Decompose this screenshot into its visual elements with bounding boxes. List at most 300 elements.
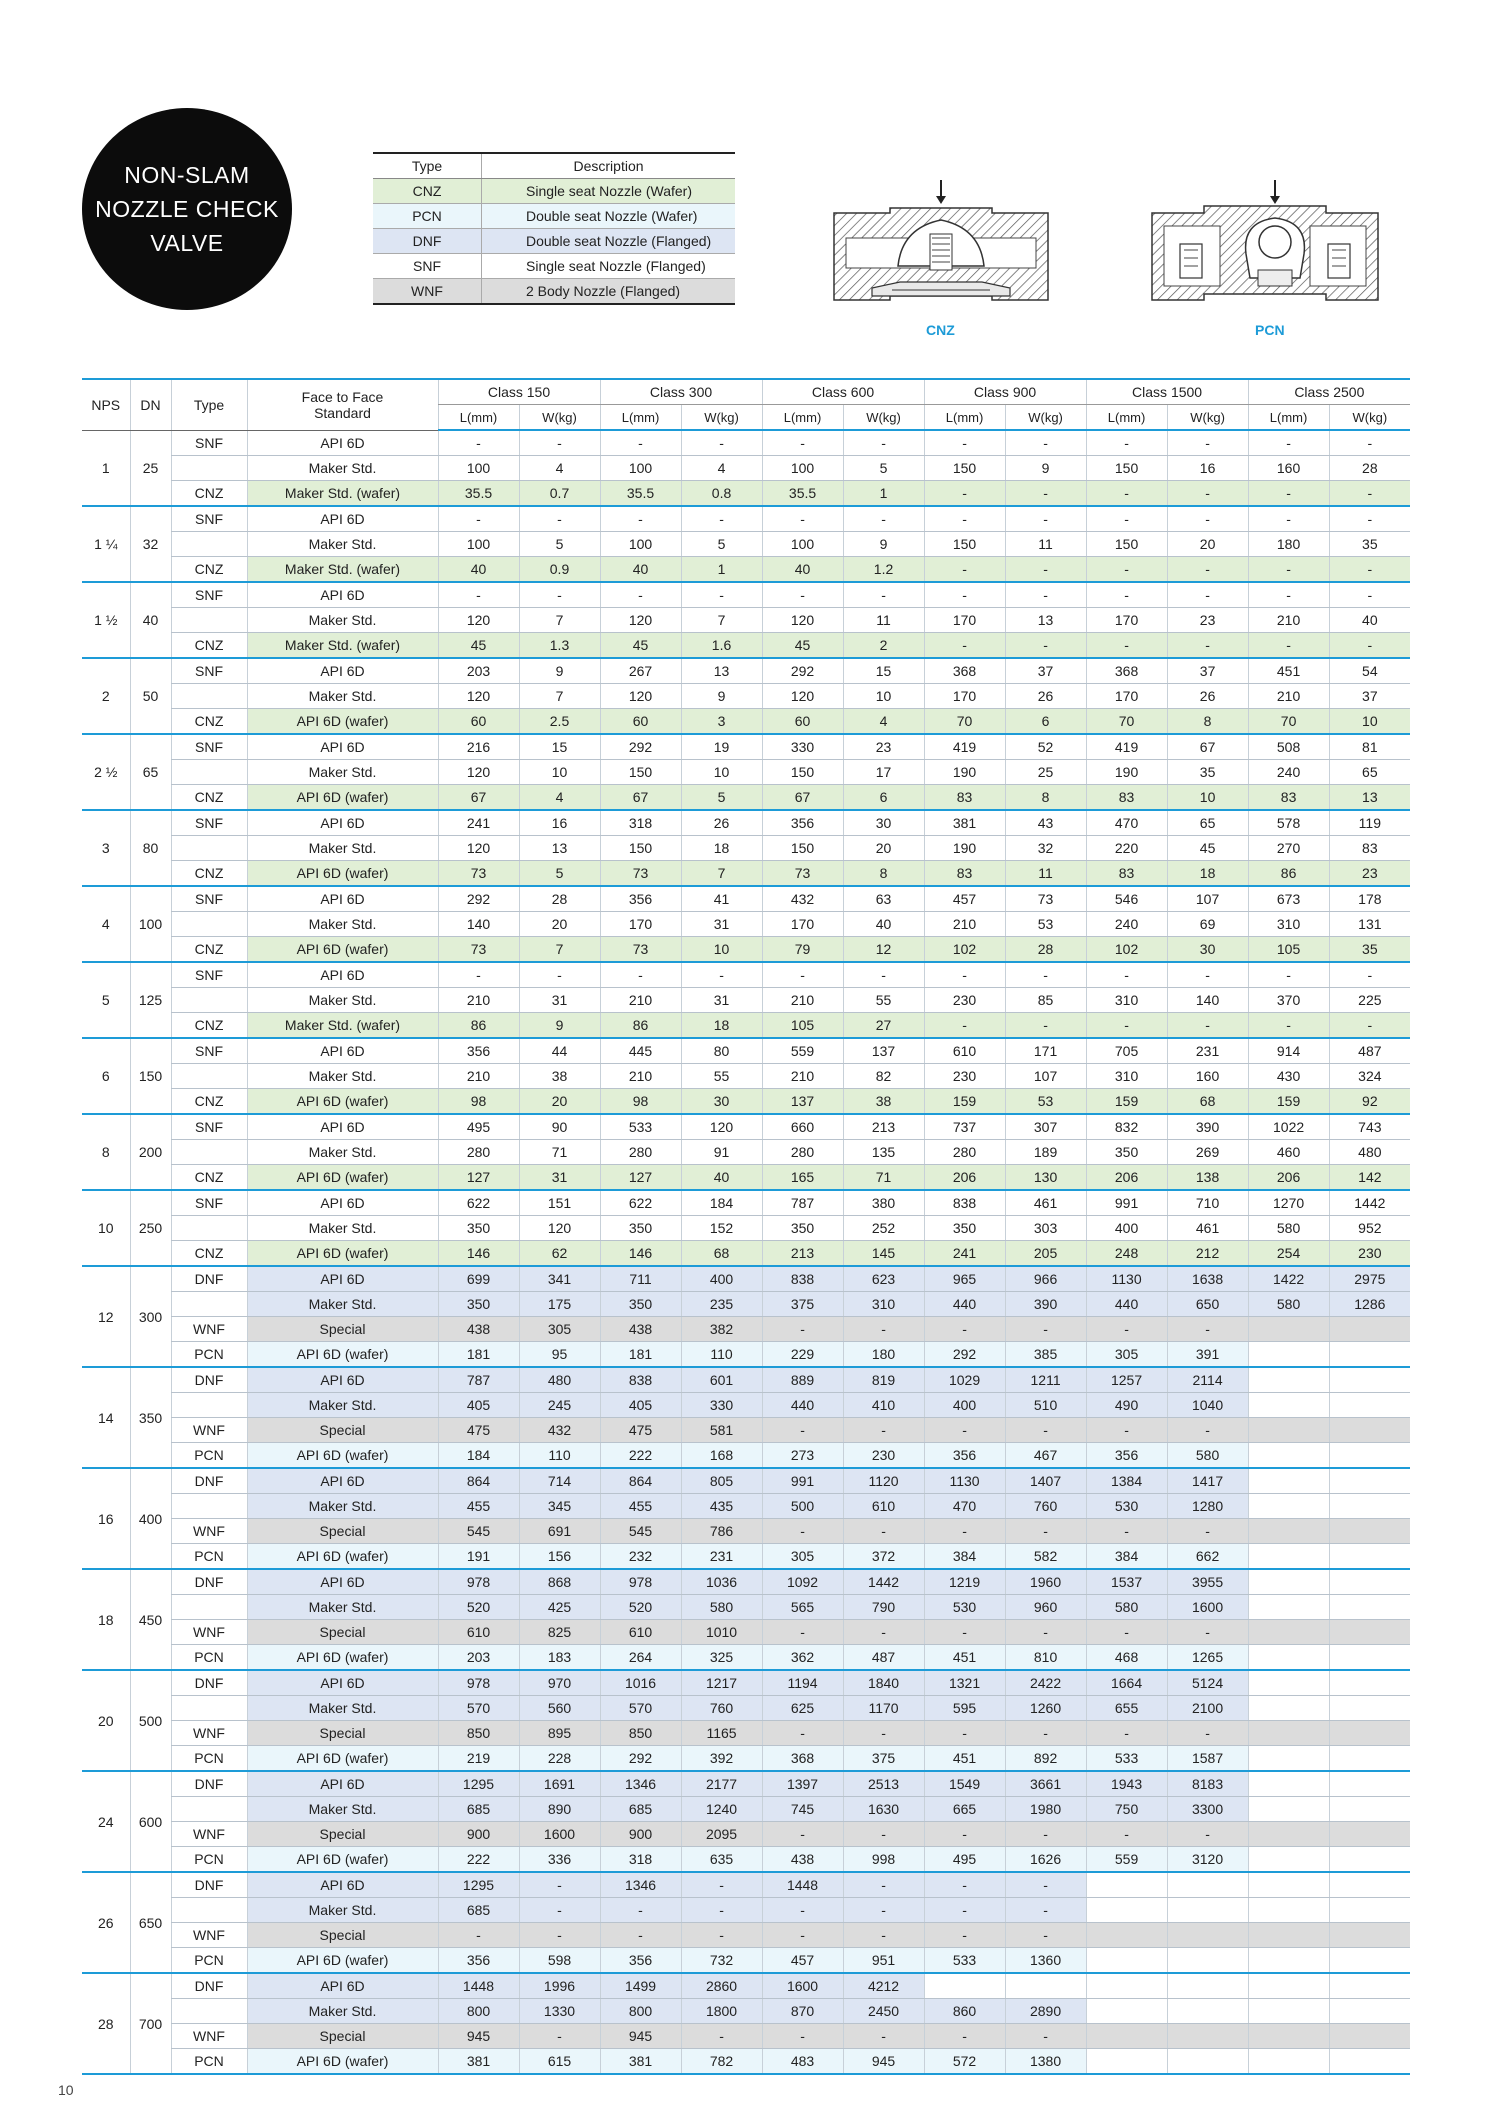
length-cell: 86 <box>600 1013 681 1039</box>
type-cell: PCN <box>171 1645 247 1671</box>
nps-cell: 2 ½ <box>82 734 130 810</box>
weight-cell: 6 <box>1005 709 1086 735</box>
length-cell: 838 <box>924 1190 1005 1216</box>
header-weight-kg: W(kg) <box>1167 405 1248 431</box>
weight-cell: 156 <box>519 1544 600 1570</box>
length-cell: 86 <box>1248 861 1329 887</box>
weight-cell: 786 <box>681 1519 762 1544</box>
length-cell: 350 <box>924 1216 1005 1241</box>
length-cell: 100 <box>600 532 681 557</box>
length-cell: - <box>1248 557 1329 583</box>
weight-cell <box>1329 1494 1410 1519</box>
length-cell: 170 <box>1086 608 1167 633</box>
length-cell: 292 <box>924 1342 1005 1368</box>
length-cell: 673 <box>1248 886 1329 912</box>
weight-cell: - <box>1167 582 1248 608</box>
length-cell: 120 <box>438 836 519 861</box>
length-cell: 787 <box>438 1367 519 1393</box>
type-cell: SNF <box>171 1190 247 1216</box>
weight-cell <box>1329 1797 1410 1822</box>
length-cell: 475 <box>438 1418 519 1443</box>
length-cell: 159 <box>1248 1089 1329 1115</box>
weight-cell: 819 <box>843 1367 924 1393</box>
weight-cell: 970 <box>519 1670 600 1696</box>
length-cell: 451 <box>1248 658 1329 684</box>
length-cell: - <box>762 430 843 456</box>
table-row <box>82 506 1410 532</box>
length-cell: 222 <box>600 1443 681 1469</box>
weight-cell: 230 <box>843 1443 924 1469</box>
weight-cell: 2890 <box>1005 1999 1086 2024</box>
nps-cell: 12 <box>82 1266 130 1367</box>
length-cell: 170 <box>924 608 1005 633</box>
table-row <box>82 633 1410 659</box>
length-cell: 305 <box>762 1544 843 1570</box>
header-f2f-line-1: Face to Face <box>301 388 384 405</box>
weight-cell: 487 <box>1329 1038 1410 1064</box>
weight-cell: - <box>843 1872 924 1898</box>
weight-cell: 28 <box>1005 937 1086 963</box>
weight-cell: 1960 <box>1005 1569 1086 1595</box>
weight-cell: 110 <box>681 1342 762 1368</box>
weight-cell: 662 <box>1167 1544 1248 1570</box>
weight-cell: 55 <box>681 1064 762 1089</box>
weight-cell: 650 <box>1167 1292 1248 1317</box>
length-cell: 595 <box>924 1696 1005 1721</box>
legend-header-type: Type <box>373 153 482 179</box>
weight-cell: 336 <box>519 1847 600 1873</box>
weight-cell: 805 <box>681 1468 762 1494</box>
weight-cell: 1330 <box>519 1999 600 2024</box>
length-cell: 191 <box>438 1544 519 1570</box>
table-row <box>82 658 1410 684</box>
standard-cell: Maker Std. <box>247 1292 438 1317</box>
table-row <box>82 1443 1410 1469</box>
length-cell: 838 <box>600 1367 681 1393</box>
dn-cell: 80 <box>130 810 171 886</box>
table-row <box>82 1064 1410 1089</box>
weight-cell: - <box>681 962 762 988</box>
weight-cell: 307 <box>1005 1114 1086 1140</box>
nps-cell: 20 <box>82 1670 130 1771</box>
standard-cell: Special <box>247 1620 438 1645</box>
weight-cell <box>1167 1973 1248 1999</box>
standard-cell: API 6D (wafer) <box>247 1165 438 1191</box>
length-cell: - <box>924 1822 1005 1847</box>
legend-description: Double seat Nozzle (Wafer) <box>482 204 736 229</box>
weight-cell: - <box>1167 506 1248 532</box>
weight-cell: 31 <box>681 988 762 1013</box>
table-row <box>82 1797 1410 1822</box>
length-cell: 1029 <box>924 1367 1005 1393</box>
weight-cell: 1600 <box>519 1822 600 1847</box>
weight-cell <box>1329 2024 1410 2049</box>
standard-cell: Maker Std. (wafer) <box>247 557 438 583</box>
length-cell: 356 <box>762 810 843 836</box>
length-cell: 210 <box>1248 684 1329 709</box>
length-cell: 210 <box>924 912 1005 937</box>
length-cell: 870 <box>762 1999 843 2024</box>
weight-cell: 82 <box>843 1064 924 1089</box>
length-cell: 978 <box>438 1670 519 1696</box>
standard-cell: API 6D <box>247 430 438 456</box>
weight-cell: 345 <box>519 1494 600 1519</box>
type-cell <box>171 456 247 481</box>
type-cell: PCN <box>171 1544 247 1570</box>
length-cell: 438 <box>438 1317 519 1342</box>
table-row <box>82 1696 1410 1721</box>
weight-cell: 998 <box>843 1847 924 1873</box>
length-cell: 150 <box>1086 456 1167 481</box>
weight-cell: 461 <box>1167 1216 1248 1241</box>
weight-cell <box>1329 1443 1410 1469</box>
length-cell: 160 <box>1248 456 1329 481</box>
standard-cell: Special <box>247 1317 438 1342</box>
weight-cell: 231 <box>681 1544 762 1570</box>
weight-cell: - <box>843 506 924 532</box>
standard-cell: Maker Std. <box>247 1898 438 1923</box>
length-cell: 310 <box>1086 1064 1167 1089</box>
length-cell: 711 <box>600 1266 681 1292</box>
table-row <box>82 1847 1410 1873</box>
weight-cell: 7 <box>519 608 600 633</box>
standard-cell: Special <box>247 1519 438 1544</box>
weight-cell: - <box>1005 1872 1086 1898</box>
weight-cell: - <box>1329 506 1410 532</box>
table-row <box>82 836 1410 861</box>
type-cell <box>171 608 247 633</box>
weight-cell: 4212 <box>843 1973 924 1999</box>
type-cell <box>171 836 247 861</box>
type-cell: SNF <box>171 430 247 456</box>
length-cell: - <box>1086 1620 1167 1645</box>
weight-cell: - <box>1005 1923 1086 1948</box>
weight-cell: - <box>1167 430 1248 456</box>
length-cell <box>1086 1948 1167 1974</box>
table-row <box>82 557 1410 583</box>
weight-cell: 228 <box>519 1746 600 1772</box>
length-cell: 67 <box>600 785 681 811</box>
weight-cell: 467 <box>1005 1443 1086 1469</box>
length-cell: 120 <box>600 608 681 633</box>
length-cell: 232 <box>600 1544 681 1570</box>
standard-cell: API 6D <box>247 1670 438 1696</box>
length-cell: 900 <box>600 1822 681 1847</box>
table-row <box>82 1342 1410 1368</box>
type-cell: SNF <box>171 1038 247 1064</box>
weight-cell: 3955 <box>1167 1569 1248 1595</box>
length-cell <box>1248 1645 1329 1671</box>
weight-cell: 68 <box>681 1241 762 1267</box>
table-row <box>82 1746 1410 1772</box>
length-cell: 310 <box>1248 912 1329 937</box>
table-row <box>82 456 1410 481</box>
weight-cell: 8 <box>843 861 924 887</box>
cnz-valve-diagram-icon <box>832 178 1050 308</box>
weight-cell: - <box>1005 582 1086 608</box>
length-cell: 292 <box>600 1746 681 1772</box>
header-length-mm: L(mm) <box>1086 405 1167 431</box>
length-cell: 430 <box>1248 1064 1329 1089</box>
length-cell: 146 <box>438 1241 519 1267</box>
weight-cell: 2095 <box>681 1822 762 1847</box>
standard-cell: API 6D <box>247 1114 438 1140</box>
length-cell: 213 <box>762 1241 843 1267</box>
type-cell: CNZ <box>171 937 247 963</box>
length-cell: 120 <box>762 608 843 633</box>
weight-cell: 425 <box>519 1595 600 1620</box>
length-cell <box>1248 1721 1329 1746</box>
weight-cell: 868 <box>519 1569 600 1595</box>
weight-cell: 9 <box>843 532 924 557</box>
table-row <box>82 608 1410 633</box>
type-cell: WNF <box>171 1418 247 1443</box>
length-cell: 170 <box>1086 684 1167 709</box>
length-cell: 1194 <box>762 1670 843 1696</box>
dn-cell: 125 <box>130 962 171 1038</box>
length-cell: 1270 <box>1248 1190 1329 1216</box>
weight-cell: 81 <box>1329 734 1410 760</box>
weight-cell: 1265 <box>1167 1645 1248 1671</box>
length-cell: 206 <box>1248 1165 1329 1191</box>
length-cell: 120 <box>600 684 681 709</box>
length-cell: 79 <box>762 937 843 963</box>
weight-cell: 580 <box>1167 1443 1248 1469</box>
weight-cell: 1165 <box>681 1721 762 1746</box>
type-cell: DNF <box>171 1468 247 1494</box>
weight-cell: 0.8 <box>681 481 762 507</box>
length-cell: - <box>762 1418 843 1443</box>
weight-cell: 2975 <box>1329 1266 1410 1292</box>
standard-cell: API 6D <box>247 1367 438 1393</box>
length-cell: 370 <box>1248 988 1329 1013</box>
weight-cell: 390 <box>1005 1292 1086 1317</box>
weight-cell: 15 <box>843 658 924 684</box>
weight-cell: 945 <box>843 2049 924 2075</box>
weight-cell: 9 <box>1005 456 1086 481</box>
length-cell: 545 <box>600 1519 681 1544</box>
type-cell: PCN <box>171 1443 247 1469</box>
length-cell <box>924 1973 1005 1999</box>
weight-cell: - <box>843 1317 924 1342</box>
table-row <box>82 1923 1410 1948</box>
weight-cell: 55 <box>843 988 924 1013</box>
type-cell: DNF <box>171 1973 247 1999</box>
weight-cell: - <box>843 1721 924 1746</box>
length-cell: 318 <box>600 1847 681 1873</box>
length-cell: 705 <box>1086 1038 1167 1064</box>
length-cell <box>1086 1973 1167 1999</box>
weight-cell <box>1167 2024 1248 2049</box>
length-cell: 102 <box>1086 937 1167 963</box>
length-cell: 270 <box>1248 836 1329 861</box>
weight-cell: 245 <box>519 1393 600 1418</box>
length-cell: 210 <box>438 1064 519 1089</box>
weight-cell: 375 <box>843 1746 924 1772</box>
length-cell: 280 <box>762 1140 843 1165</box>
weight-cell <box>1167 1898 1248 1923</box>
weight-cell: - <box>1167 633 1248 659</box>
length-cell: - <box>762 506 843 532</box>
table-row <box>82 481 1410 507</box>
length-cell: 100 <box>438 532 519 557</box>
type-cell: SNF <box>171 886 247 912</box>
type-cell <box>171 1393 247 1418</box>
length-cell: - <box>438 506 519 532</box>
length-cell: 457 <box>924 886 1005 912</box>
title-badge <box>82 108 292 310</box>
length-cell: 800 <box>600 1999 681 2024</box>
length-cell: 273 <box>762 1443 843 1469</box>
length-cell: 368 <box>1086 658 1167 684</box>
weight-cell: 4 <box>519 456 600 481</box>
length-cell: 190 <box>924 836 1005 861</box>
length-cell: 100 <box>600 456 681 481</box>
nps-cell: 24 <box>82 1771 130 1872</box>
weight-cell: 16 <box>519 810 600 836</box>
weight-cell: 895 <box>519 1721 600 1746</box>
weight-cell: 35 <box>1167 760 1248 785</box>
weight-cell: 151 <box>519 1190 600 1216</box>
length-cell: 45 <box>438 633 519 659</box>
weight-cell: - <box>1005 633 1086 659</box>
length-cell: - <box>1248 430 1329 456</box>
length-cell: 368 <box>762 1746 843 1772</box>
header-class-1500: Class 1500 <box>1086 379 1248 405</box>
weight-cell: 4 <box>681 456 762 481</box>
length-cell: - <box>924 1898 1005 1923</box>
length-cell: 400 <box>1086 1216 1167 1241</box>
length-cell: 350 <box>600 1292 681 1317</box>
weight-cell: - <box>1005 1620 1086 1645</box>
table-row <box>82 1670 1410 1696</box>
length-cell: 127 <box>600 1165 681 1191</box>
table-row <box>82 1140 1410 1165</box>
weight-cell: 7 <box>681 861 762 887</box>
length-cell: 1537 <box>1086 1569 1167 1595</box>
length-cell: 405 <box>600 1393 681 1418</box>
weight-cell: 5 <box>843 456 924 481</box>
length-cell: 384 <box>1086 1544 1167 1570</box>
length-cell: 610 <box>600 1620 681 1645</box>
length-cell: 40 <box>438 557 519 583</box>
nps-cell: 18 <box>82 1569 130 1670</box>
weight-cell: - <box>1329 1013 1410 1039</box>
weight-cell: 120 <box>519 1216 600 1241</box>
length-cell: 457 <box>762 1948 843 1974</box>
length-cell: - <box>1248 481 1329 507</box>
legend-header-description: Description <box>482 153 736 179</box>
weight-cell: 325 <box>681 1645 762 1671</box>
length-cell: 850 <box>438 1721 519 1746</box>
weight-cell: 0.7 <box>519 481 600 507</box>
length-cell: 520 <box>600 1595 681 1620</box>
type-cell: DNF <box>171 1569 247 1595</box>
weight-cell: 303 <box>1005 1216 1086 1241</box>
weight-cell: 7 <box>681 608 762 633</box>
weight-cell: 30 <box>681 1089 762 1115</box>
length-cell <box>1248 1797 1329 1822</box>
length-cell: 350 <box>1086 1140 1167 1165</box>
weight-cell: - <box>1329 962 1410 988</box>
weight-cell <box>1329 1746 1410 1772</box>
length-cell: 685 <box>600 1797 681 1822</box>
weight-cell <box>1167 1948 1248 1974</box>
weight-cell: 71 <box>843 1165 924 1191</box>
standard-cell: API 6D (wafer) <box>247 1089 438 1115</box>
dn-cell: 32 <box>130 506 171 582</box>
standard-cell: API 6D <box>247 1190 438 1216</box>
weight-cell: 30 <box>843 810 924 836</box>
dn-cell: 65 <box>130 734 171 810</box>
table-row <box>82 1241 1410 1267</box>
length-cell <box>1086 2024 1167 2049</box>
weight-cell: - <box>843 1898 924 1923</box>
length-cell: 1130 <box>924 1468 1005 1494</box>
weight-cell: - <box>1329 557 1410 583</box>
standard-cell: API 6D <box>247 506 438 532</box>
table-row <box>82 886 1410 912</box>
weight-cell: 382 <box>681 1317 762 1342</box>
weight-cell: 30 <box>1167 937 1248 963</box>
length-cell: 530 <box>1086 1494 1167 1519</box>
length-cell: 914 <box>1248 1038 1329 1064</box>
standard-cell: Maker Std. (wafer) <box>247 481 438 507</box>
nps-cell: 2 <box>82 658 130 734</box>
weight-cell: 4 <box>519 785 600 811</box>
type-cell <box>171 912 247 937</box>
dn-cell: 700 <box>130 1973 171 2074</box>
weight-cell: 40 <box>681 1165 762 1191</box>
length-cell: 318 <box>600 810 681 836</box>
table-row <box>82 2049 1410 2075</box>
weight-cell: 3 <box>681 709 762 735</box>
weight-cell: 380 <box>843 1190 924 1216</box>
nps-cell: 4 <box>82 886 130 962</box>
length-cell: 120 <box>762 684 843 709</box>
length-cell: 219 <box>438 1746 519 1772</box>
weight-cell: 400 <box>681 1266 762 1292</box>
length-cell: 570 <box>600 1696 681 1721</box>
table-row <box>82 1544 1410 1570</box>
legend-row <box>373 179 735 204</box>
weight-cell: 5 <box>519 861 600 887</box>
length-cell: 475 <box>600 1418 681 1443</box>
length-cell: - <box>762 1721 843 1746</box>
weight-cell: 1240 <box>681 1797 762 1822</box>
length-cell: 146 <box>600 1241 681 1267</box>
weight-cell: 1840 <box>843 1670 924 1696</box>
weight-cell: 152 <box>681 1216 762 1241</box>
length-cell: 356 <box>438 1038 519 1064</box>
type-cell: SNF <box>171 582 247 608</box>
weight-cell: 760 <box>1005 1494 1086 1519</box>
length-cell: - <box>1086 557 1167 583</box>
header-class-900: Class 900 <box>924 379 1086 405</box>
header-class-600: Class 600 <box>762 379 924 405</box>
dn-cell: 300 <box>130 1266 171 1367</box>
weight-cell: - <box>681 1872 762 1898</box>
standard-cell: Maker Std. <box>247 1696 438 1721</box>
weight-cell: 91 <box>681 1140 762 1165</box>
length-cell <box>1248 1393 1329 1418</box>
weight-cell: 581 <box>681 1418 762 1443</box>
type-cell <box>171 532 247 557</box>
weight-cell: 80 <box>681 1038 762 1064</box>
weight-cell: 615 <box>519 2049 600 2075</box>
weight-cell <box>1329 1620 1410 1645</box>
length-cell: 70 <box>924 709 1005 735</box>
